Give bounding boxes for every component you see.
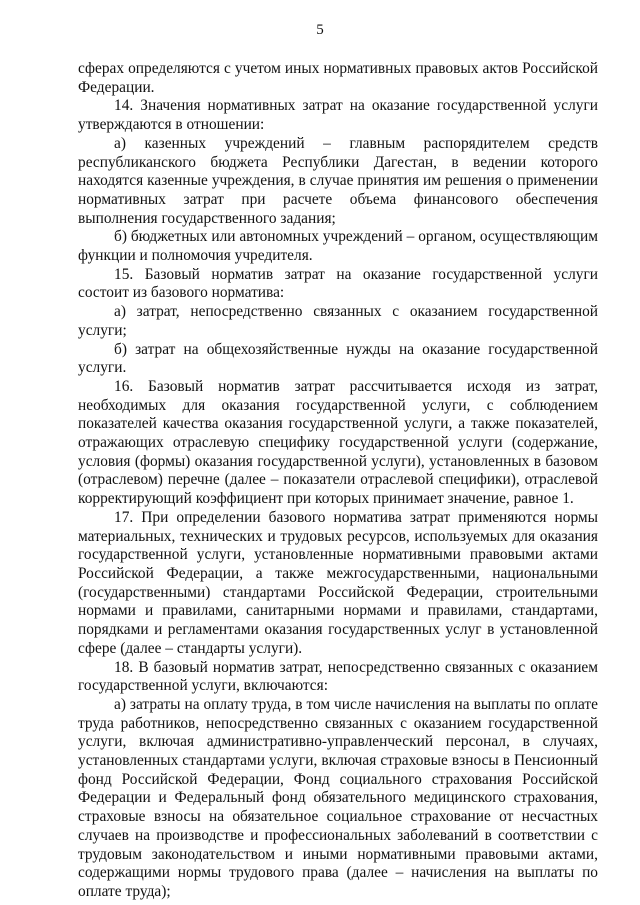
paragraph-16: 16. Базовый норматив затрат рассчитывается исходя из затрат, необходимых для оказания государственной услуги, с соблюдением показателей качества оказания государственной услуги, а также показателей, отражающих отраслевую специфику государственной услуги (содержание, условия (формы) оказания государственной услуги), установленных в базовом (отраслевом) перечне (далее – показатели отраслевой специфики), отраслевой корректирующий коэффициент при которых принимает значение, равное 1. <box>78 377 598 508</box>
paragraph-14-a: а) казенных учреждений – главным распорядителем средств республиканского бюджета Республики Дагестан, в ведении которого находятся казенные учреждения, в случае принятия им решения о применении нормативных затрат при расчете объема финансового обеспечения выполнения государственного задания; <box>78 134 598 227</box>
paragraph-fragment: сферах определяются с учетом иных нормативных правовых актов Российской Федерации. <box>78 60 598 96</box>
paragraph-18-a: а) затраты на оплату труда, в том числе начисления на выплаты по оплате труда работников, непосредственно связанных с оказанием государственной услуги, включая административно-управленческий персонал, в случаях, установленных стандартами услуги, включая страховые взносы в Пенсионный фонд Российской Федерации, Фонд социального страхования Российской Федерации и Федеральный фонд обязательного медицинского страхования, страховые взносы на обязательное социальное страхование от несчастных случаев на производстве и профессиональных заболеваний в соответствии с трудовым законодательством и иными нормативными правовыми актами, содержащими нормы трудового права (далее – начисления на выплаты по оплате труда); <box>78 695 598 900</box>
paragraph-15-a: а) затрат, непосредственно связанных с оказанием государственной услуги; <box>78 303 598 339</box>
page-number: 5 <box>316 22 324 38</box>
paragraph-14-b: б) бюджетных или автономных учреждений – органом, осуществляющим функции и полномочия учредителя. <box>78 228 598 265</box>
paragraph-17: 17. При определении базового норматива затрат применяются нормы материальных, технических и трудовых ресурсов, используемых для оказания государственной услуги, установленные нормативными правовыми актами Российской Федерации, а также межгосударственными, национальными (государственными) стандартами Российской Федерации, строительными нормами и правилами, санитарными нормами и правилами, стандартами, порядками и регламентами оказания государственных услуг в установленной сфере (далее – стандарты услуги). <box>78 508 598 657</box>
document-body <box>78 60 598 902</box>
paragraph-15: 15. Базовый норматив затрат на оказание государственной услуги состоит из базового норматива: <box>78 265 598 302</box>
paragraph-15-b: б) затрат на общехозяйственные нужды на оказание государственной услуги. <box>78 340 598 377</box>
paragraph-18: 18. В базовый норматив затрат, непосредственно связанных с оказанием государственной услуги, включаются: <box>78 658 598 695</box>
paragraph-14: 14. Значения нормативных затрат на оказание государственной услуги утверждаются в отношении: <box>78 97 598 134</box>
